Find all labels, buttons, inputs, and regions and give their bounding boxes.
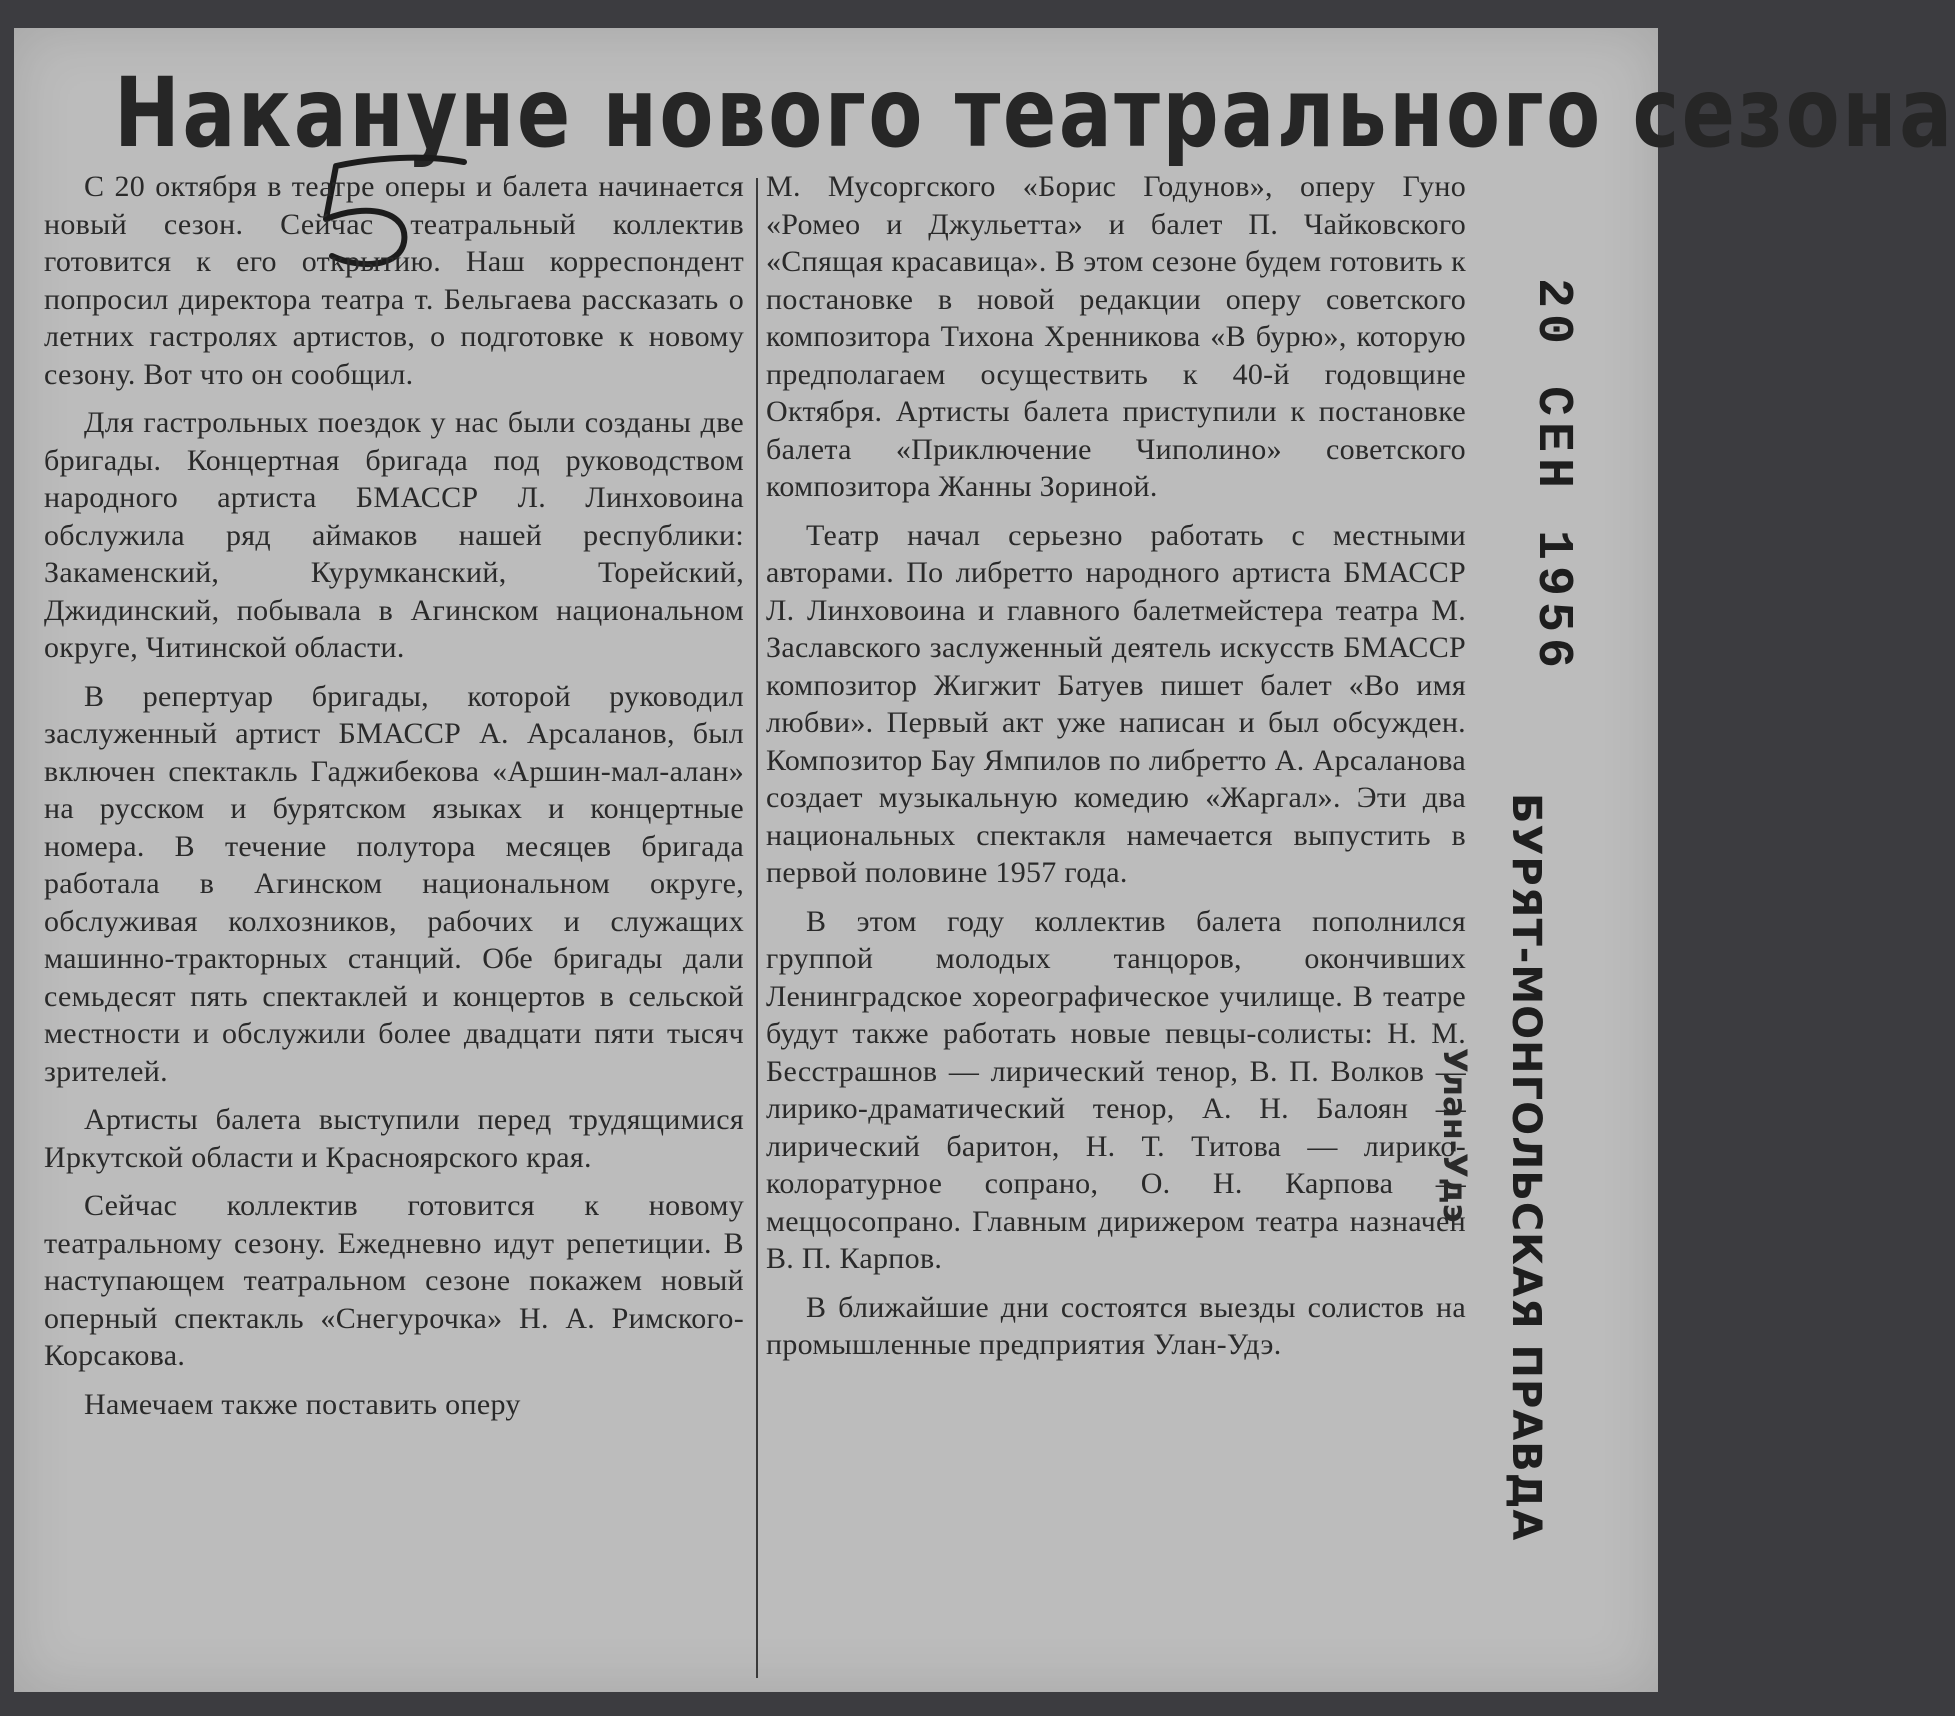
paragraph: Для гастрольных поездок у нас были созданы две бригады. Концертная бригада под руководством народного артиста БМАССР Л. Линховоина обслужила ряд аймаков нашей республики: Закаменский, Курумканский, Торейский, Джидинский, побывала в Агинском национальном округе, Читинской области. [44,406,744,664]
newspaper-clipping [14,28,1955,1692]
paragraph: Намечаем также поставить оперу [84,1387,521,1421]
paragraph: Сейчас коллектив готовится к новому театральному сезону. Ежедневно идут репетиции. В наступающем театральном сезоне покажем новый оперный спектакль «Снегурочка» Н. А. Римского-Корсакова. [44,1189,744,1372]
paragraph: В репертуар бригады, которой руководил заслуженный артист БМАССР А. Арсаланов, был включен спектакль Гаджибекова «Аршин-мал-алан» на русском и бурятском языках и концертные номера. В течение полутора месяцев бригада работала в Агинском национальном округе, обслуживая колхозников, рабочих и служащих машинно-тракторных станций. Обе бригады дали семьдесят пять спектаклей и концертов в сельской местности и обслужили более двадцати пяти тысяч зрителей. [44,679,744,1088]
city-stamp: Улан-Удэ [1436,1048,1474,1223]
paragraph: В ближайшие дни состоятся выезды солистов на промышленные предприятия Улан-Удэ. [766,1290,1466,1361]
paragraph: С 20 октября в театре оперы и балета начинается новый сезон. Сейчас театральный коллектив готовится к его открытию. Наш корреспондент попросил директора театра т. Бельгаева рассказать о летних гастролях артистов, о подготовке к новому сезону. Вот что он сообщил. [44,170,744,391]
newspaper-name-stamp: БУРЯТ-МОНГОЛЬСКАЯ ПРАВДА [1503,793,1549,1542]
column-divider [756,178,758,1678]
paragraph: Артисты балета выступили перед трудящимися Иркутской области и Красноярского края. [44,1103,744,1174]
article-headline: Накануне нового театрального сезона [114,57,1955,169]
paragraph: В этом году коллектив балета пополнился группой молодых танцоров, окончивших Ленинградское хореографическое училище. В театре будут также работать новые певцы-солисты: Н. М. Бесстрашнов — лирический тенор, В. П. Волков — лирико-драматический тенор, А. Н. Балоян — лирический баритон, Н. Т. Титова — лирико-колоратурное сопрано, О. Н. Карпова — меццосопрано. Главным дирижером театра назначен В. П. Карпов. [766,904,1466,1275]
date-stamp: 20 СЕН 1956 [1524,278,1581,675]
paragraph: М. Мусоргского «Борис Годунов», оперу Гуно «Ромео и Джульетта» и балет П. Чайковского «Спящая красавица». В этом сезоне будем готовить к постановке в новой редакции оперу советского композитора Тихона Хренникова «В бурю», которую предполагаем осуществить к 40-й годовщине Октября. Артисты балета приступили к постановке балета «Приключение Чиполино» советского композитора Жанны Зориной. [766,170,1466,503]
article-column-left [44,168,744,1434]
paragraph: Театр начал серьезно работать с местными авторами. По либретто народного артиста БМАССР Л. Линховоина и главного балетмейстера театра М. Заславского заслуженный деятель искусств БМАССР композитор Жигжит Батуев пишет балет «Во имя любви». Первый акт уже написан и был обсужден. Композитор Бау Ямпилов по либретто А. Арсаланова создает музыкальную комедию «Жаргал». Эти два национальных спектакля намечается выпустить в первой половине 1957 года. [766,518,1466,889]
article-column-right [766,168,1466,1375]
